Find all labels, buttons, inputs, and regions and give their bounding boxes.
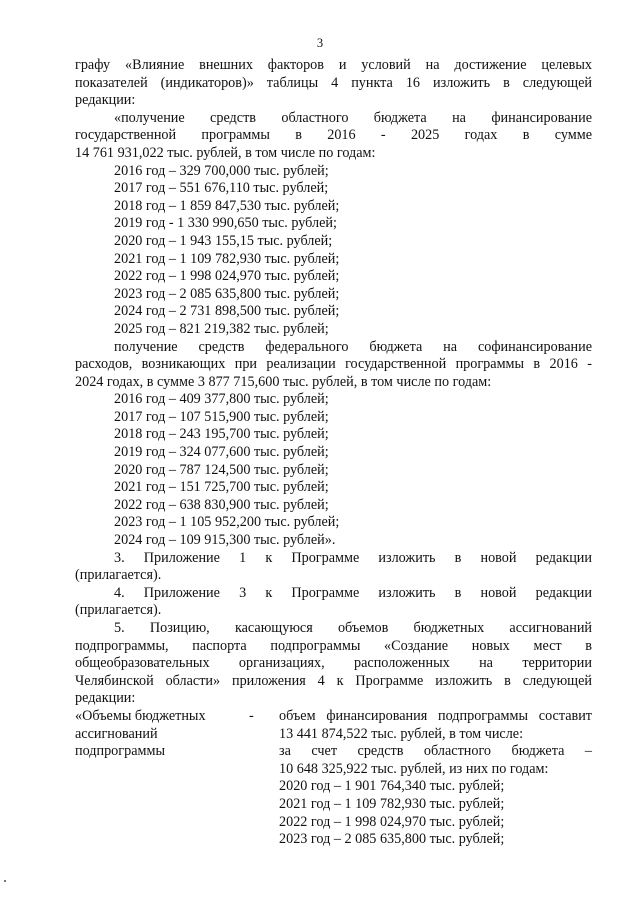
list-item: 2019 год - 1 330 990,650 тыс. рублей;	[114, 215, 337, 232]
scan-speck	[4, 880, 6, 882]
list-item: 2023 год – 1 105 952,200 тыс. рублей;	[114, 514, 340, 531]
item-3-line: (прилагается).	[75, 567, 162, 584]
table-right-cell	[279, 708, 592, 849]
list-item: 2024 год – 109 915,300 тыс. рублей».	[114, 532, 336, 549]
federal-line: расходов, возникающих при реализации государственной программы в 2016 -	[75, 356, 592, 373]
list-item: 2021 год – 1 109 782,930 тыс. рублей;	[279, 795, 505, 812]
list-item: 2020 год – 787 124,500 тыс. рублей;	[114, 461, 329, 478]
list-item: 2020 год – 1 943 155,15 тыс. рублей;	[114, 232, 333, 249]
intro-line: редакции:	[75, 92, 136, 109]
regional-line: 14 761 931,022 тыс. рублей, в том числе по годам:	[75, 144, 376, 161]
table-year-list	[279, 778, 592, 848]
list-item: 2017 год – 107 515,900 тыс. рублей;	[114, 408, 329, 425]
table-right-line: 10 648 325,922 тыс. рублей, из них по годам:	[279, 760, 549, 777]
list-item: 2022 год – 1 998 024,970 тыс. рублей;	[279, 813, 505, 830]
passport-table	[75, 708, 592, 849]
list-item: 2018 год – 243 195,700 тыс. рублей;	[114, 426, 329, 443]
list-item: 2018 год – 1 859 847,530 тыс. рублей;	[114, 197, 340, 214]
table-dash: -	[249, 707, 254, 724]
list-item: 2016 год – 409 377,800 тыс. рублей;	[114, 391, 329, 408]
regional-line: «получение средств областного бюджета на финансирование	[114, 109, 592, 126]
page-number: 3	[316, 36, 324, 50]
table-right-line: объем финансирования подпрограммы составит	[279, 707, 592, 724]
item-5-line: редакции:	[75, 690, 136, 707]
federal-year-list	[75, 391, 592, 549]
list-item: 2019 год – 324 077,600 тыс. рублей;	[114, 444, 329, 461]
item-5-line: Челябинской области» приложения 4 к Программе изложить в следующей	[75, 672, 592, 689]
list-item: 2021 год – 151 725,700 тыс. рублей;	[114, 479, 329, 496]
list-item: 2023 год – 2 085 635,800 тыс. рублей;	[114, 285, 340, 302]
federal-line: получение средств федерального бюджета на софинансирование	[114, 338, 592, 355]
list-item: 2025 год – 821 219,382 тыс. рублей;	[114, 320, 329, 337]
intro-line: графу «Влияние внешних факторов и условий на достижение целевых	[75, 57, 592, 73]
list-item: 2016 год – 329 700,000 тыс. рублей;	[114, 162, 329, 179]
item-5-line: общеобразовательных организациях, расположенных на территории	[75, 655, 592, 672]
table-left-line: ассигнований	[75, 725, 158, 742]
table-right-line: за счет средств областного бюджета –	[279, 743, 592, 760]
list-item: 2020 год – 1 901 764,340 тыс. рублей;	[279, 778, 505, 795]
item-4-line: 4. Приложение 3 к Программе изложить в новой редакции	[114, 584, 592, 601]
table-right-line: 13 441 874,522 тыс. рублей, в том числе:	[279, 725, 524, 742]
document-body	[75, 57, 592, 849]
item-5-line: 5. Позицию, касающуюся объемов бюджетных ассигнований	[114, 620, 592, 636]
table-left-line: подпрограммы	[75, 743, 165, 760]
list-item: 2024 год – 2 731 898,500 тыс. рублей;	[114, 303, 340, 320]
table-left-cell	[75, 708, 249, 849]
list-item: 2017 год – 551 676,110 тыс. рублей;	[114, 180, 329, 197]
table-left-line: «Объемы бюджетных	[75, 707, 206, 724]
list-item: 2022 год – 1 998 024,970 тыс. рублей;	[114, 268, 340, 285]
list-item: 2022 год – 638 830,900 тыс. рублей;	[114, 496, 329, 513]
item-3-line: 3. Приложение 1 к Программе изложить в новой редакции	[114, 549, 592, 566]
item-5-line: подпрограммы, паспорта подпрограммы «Создание новых мест в	[75, 637, 592, 654]
federal-line: 2024 годах, в сумме 3 877 715,600 тыс. рублей, в том числе по годам:	[75, 373, 492, 390]
list-item: 2023 год – 2 085 635,800 тыс. рублей;	[279, 831, 505, 848]
list-item: 2021 год – 1 109 782,930 тыс. рублей;	[114, 250, 340, 267]
item-4-line: (прилагается).	[75, 602, 162, 619]
regional-year-list	[75, 163, 592, 339]
intro-line: показателей (индикаторов)» таблицы 4 пункта 16 изложить в следующей	[75, 74, 592, 91]
regional-line: государственной программы в 2016 - 2025 годах в сумме	[75, 127, 592, 144]
